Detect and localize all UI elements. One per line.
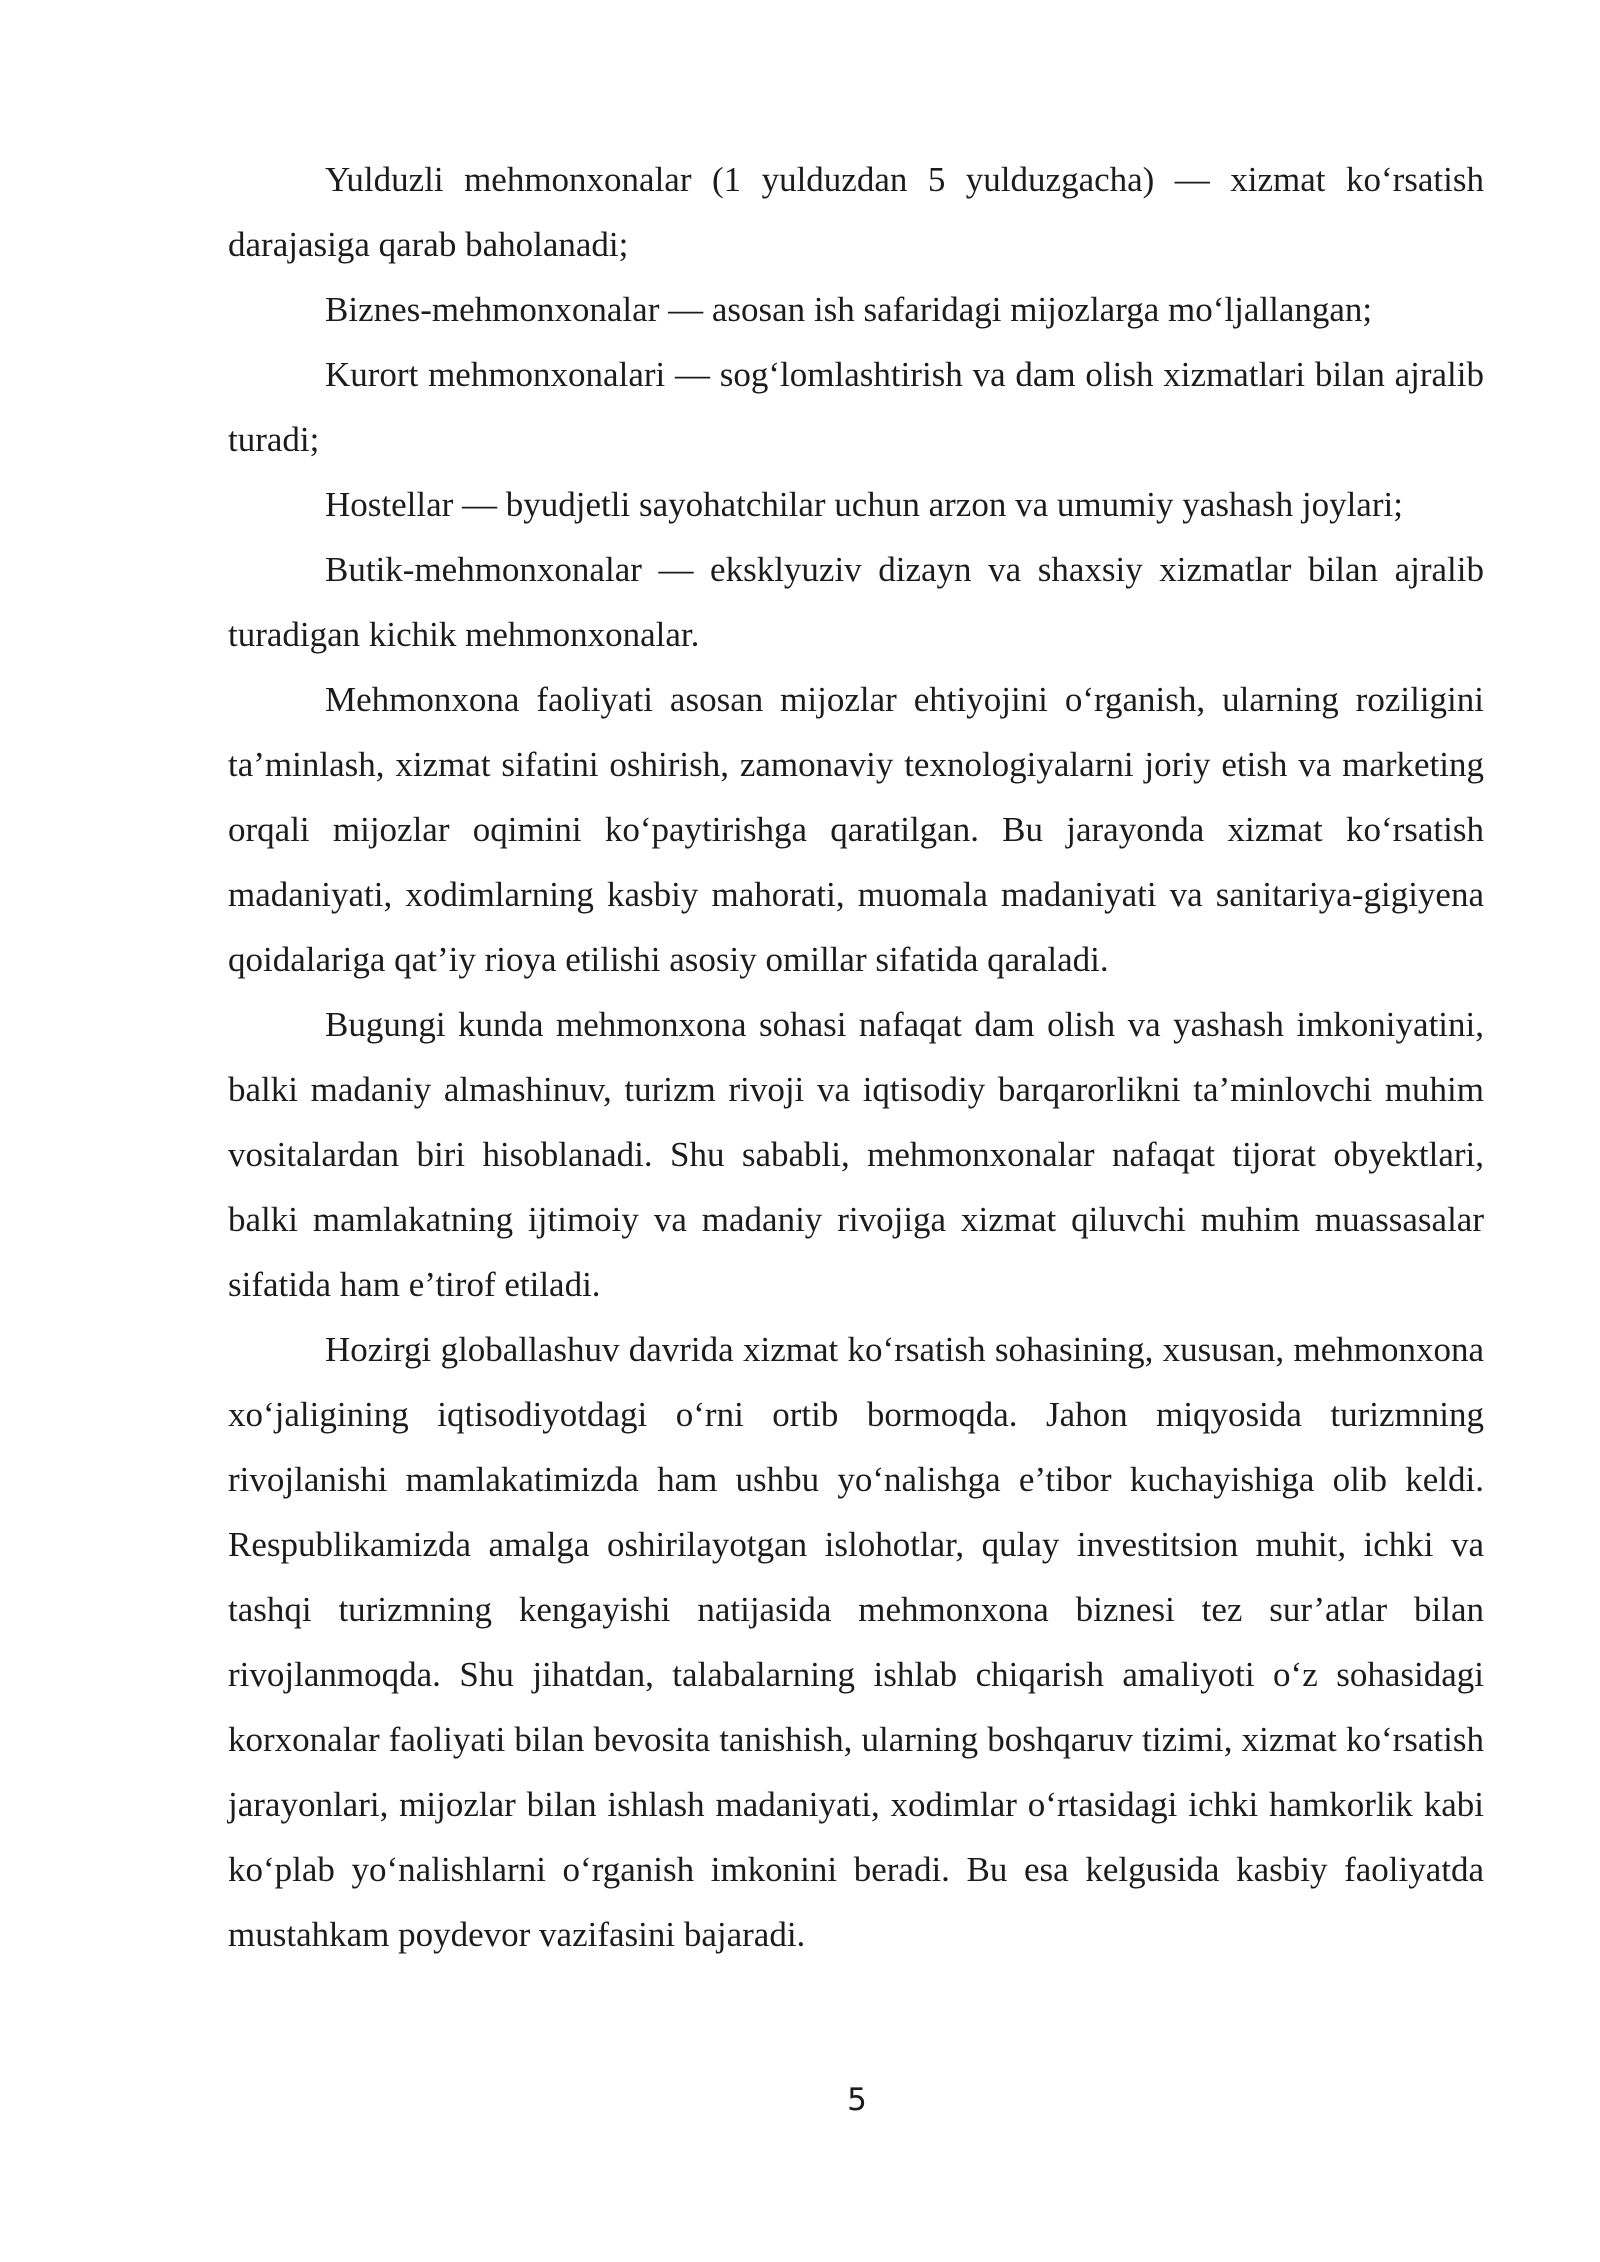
paragraph-hostels: Hostellar — byudjetli sayohatchilar uchun arzon va umumiy yashash joylari; — [325, 485, 1403, 524]
body-text — [228, 147, 1484, 1967]
paragraph-globalization: Hozirgi globallashuv davrida xizmat koʻrsatish sohasining, xususan, mehmonxona xoʻjaligining iqtisodiyotdagi oʻrni ortib bormoqda. Jahon miqyosida turizmning rivojlanishi mamlakatimizda ham ushbu yoʻnalishga e’tibor kuchayishiga olib keldi. Respublikamizda amalga oshirilayotgan islohotlar, qulay investitsion muhit, ichki va tashqi turizmning kengayishi natijasida mehmonxona biznesi tez sur’atlar bilan rivojlanmoqda. Shu jihatdan, talabalarning ishlab chiqarish amaliyoti oʻz sohasidagi korxonalar faoliyati bilan bevosita tanishish, ularning boshqaruv tizimi, xizmat koʻrsatish jarayonlari, mijozlar bilan ishlash madaniyati, xodimlar oʻrtasidagi ichki hamkorlik kabi koʻplab yoʻnalishlarni oʻrganish imkonini beradi. Bu esa kelgusida kasbiy faoliyatda mustahkam poydevor vazifasini bajaradi. — [228, 1330, 1484, 1954]
page-number: 5 — [847, 2082, 867, 2118]
paragraph-hotel-sector-today: Bugungi kunda mehmonxona sohasi nafaqat dam olish va yashash imkoniyatini, balki madaniy almashinuv, turizm rivoji va iqtisodiy barqarorlikni ta’minlovchi muhim vositalardan biri hisoblanadi. Shu sababli, mehmonxonalar nafaqat tijorat obyektlari, balki mamlakatning ijtimoiy va madaniy rivojiga xizmat qiluvchi muhim muassasalar sifatida ham e’tirof etiladi. — [228, 1005, 1484, 1304]
paragraph-resort-hotels: Kurort mehmonxonalari — sogʻlomlashtirish va dam olish xizmatlari bilan ajralib turadi; — [228, 355, 1484, 459]
paragraph-star-hotels: Yulduzli mehmonxonalar (1 yulduzdan 5 yulduzgacha) — xizmat koʻrsatish darajasiga qarab baholanadi; — [228, 160, 1484, 264]
paragraph-boutique-hotels: Butik-mehmonxonalar — eksklyuziv dizayn va shaxsiy xizmatlar bilan ajralib turadigan kichik mehmonxonalar. — [228, 550, 1484, 654]
paragraph-business-hotels: Biznes-mehmonxonalar — asosan ish safaridagi mijozlarga moʻljallangan; — [325, 290, 1373, 329]
paragraph-hotel-activity: Mehmonxona faoliyati asosan mijozlar ehtiyojini oʻrganish, ularning roziligini ta’minlash, xizmat sifatini oshirish, zamonaviy texnologiyalarni joriy etish va marketing orqali mijozlar oqimini koʻpaytirishga qaratilgan. Bu jarayonda xizmat koʻrsatish madaniyati, xodimlarning kasbiy mahorati, muomala madaniyati va sanitariya-gigiyena qoidalariga qat’iy rioya etilishi asosiy omillar sifatida qaraladi. — [228, 680, 1484, 979]
